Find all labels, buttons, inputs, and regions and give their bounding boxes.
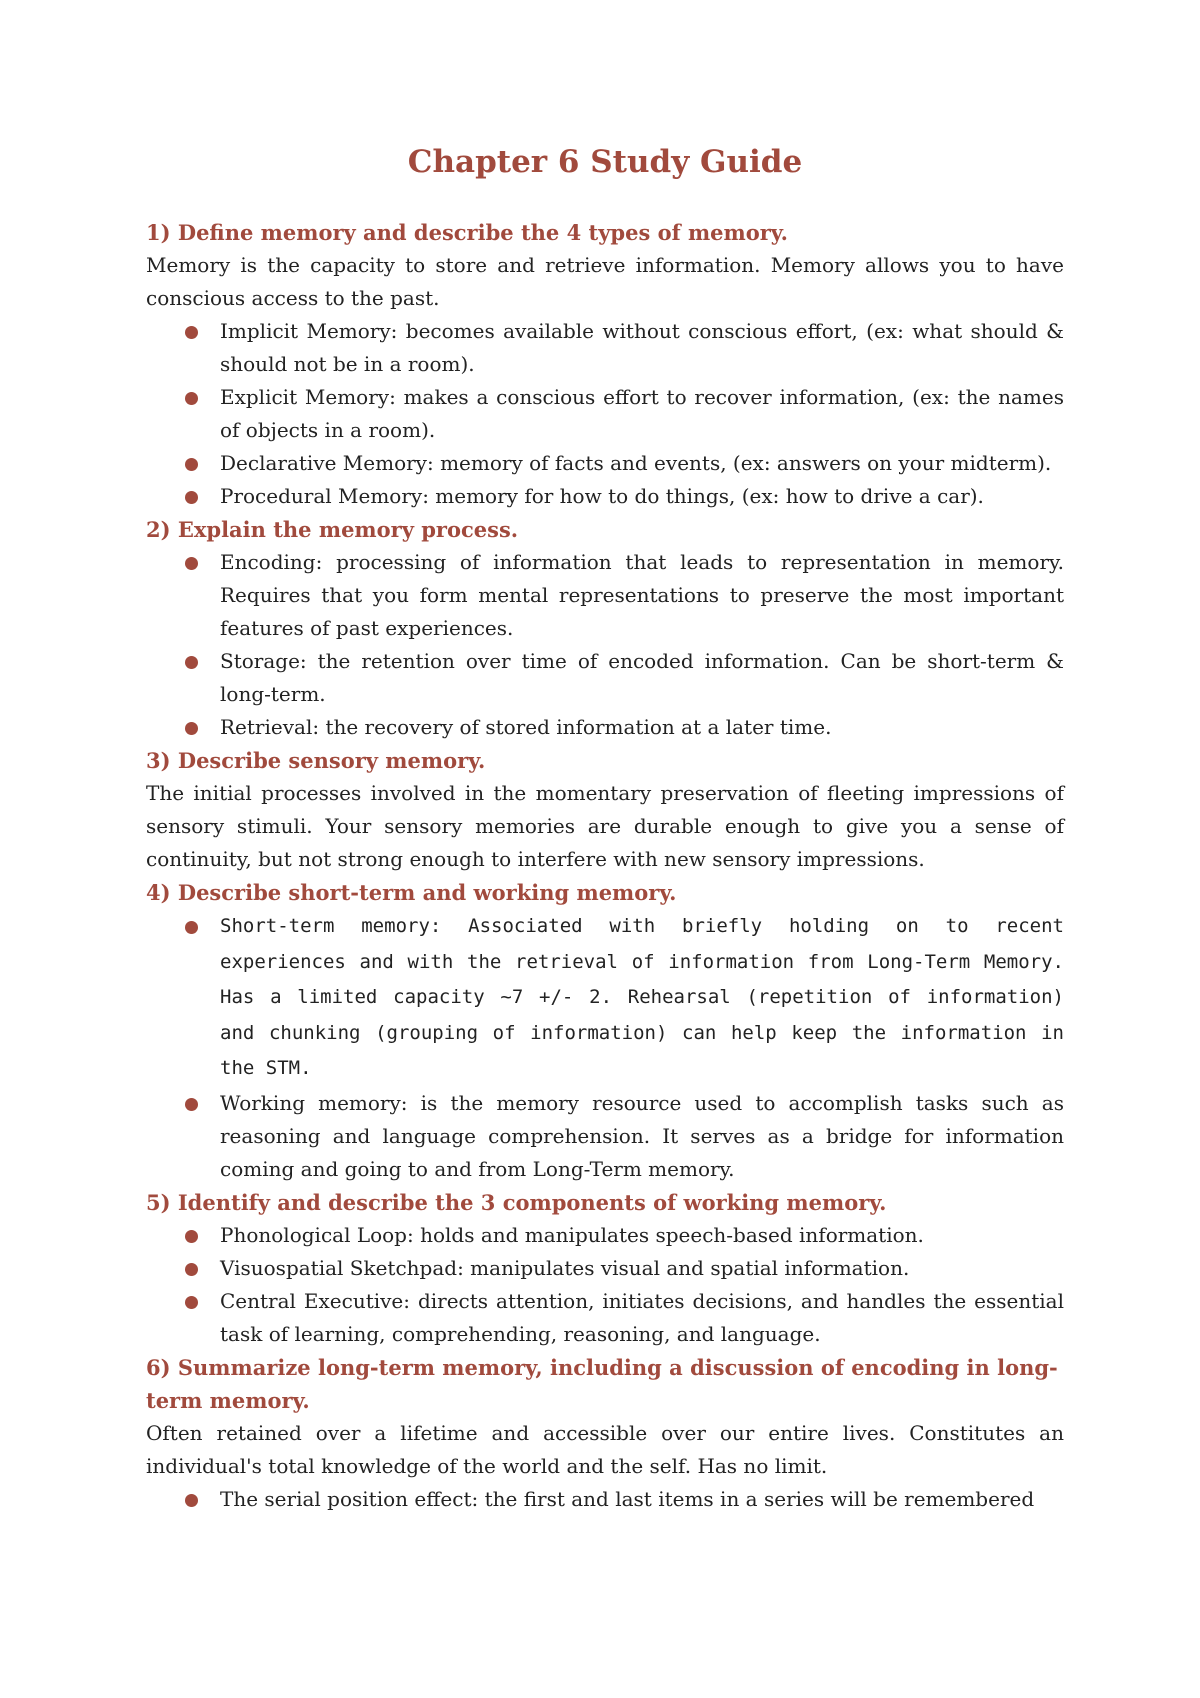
bullet-dot-icon: [185, 722, 198, 735]
list-item-text: Working memory: is the memory resource used to accomplish tasks such as reasoning and language comprehension. It serves as a bridge for information coming and going to and from Long-Term memory.: [220, 1090, 1064, 1181]
bullet-dot-icon: [185, 458, 198, 471]
list-item-text: Encoding: processing of information that leads to representation in memory. Requires that you form mental representations to preserve the most important features of past experiences.: [220, 550, 1064, 640]
bullet-dot-icon: [185, 1098, 198, 1111]
bullet-dot-icon: [185, 1230, 198, 1243]
list-item: [146, 909, 1064, 1087]
section-intro: Often retained over a lifetime and accessible over our entire lives. Constitutes an individual's total knowledge of the world and the self. Has no limit.: [146, 1420, 1064, 1478]
list-item: [146, 1285, 1064, 1351]
list-item: [146, 1252, 1064, 1285]
list-item-text: Storage: the retention over time of encoded information. Can be short-term & long-term.: [220, 649, 1064, 706]
bullet-dot-icon: [185, 1263, 198, 1276]
section-heading: 2) Explain the memory process.: [146, 517, 519, 542]
document-page: [146, 140, 1064, 1516]
page-title: Chapter 6 Study Guide: [407, 144, 803, 180]
bullet-list: [146, 909, 1064, 1186]
list-item-text: Central Executive: directs attention, initiates decisions, and handles the essential task of learning, comprehending, reasoning, and language.: [220, 1288, 1064, 1346]
list-item-text: Short-term memory: Associated with briefly holding on to recent experiences and with the retrieval of information from Long-Term Memory. Has a limited capacity ~7 +/- 2. Rehearsal (repetition of information) and chunking (grouping of information) can help keep the information in the STM.: [220, 915, 1064, 1079]
bullet-dot-icon: [185, 921, 198, 934]
section-heading: 3) Describe sensory memory.: [146, 748, 486, 773]
list-item-text: Implicit Memory: becomes available without conscious effort, (ex: what should & should not be in a room).: [220, 319, 1064, 376]
list-item: [146, 447, 1064, 480]
list-item: [146, 381, 1064, 447]
section-5: [146, 1186, 1064, 1351]
bullet-list: [146, 546, 1064, 744]
bullet-list: [146, 1219, 1064, 1351]
section-heading: 5) Identify and describe the 3 components of working memory.: [146, 1189, 887, 1215]
bullet-dot-icon: [185, 392, 198, 405]
section-intro: The initial processes involved in the momentary preservation of fleeting impressions of sensory stimuli. Your sensory memories are durable enough to give you a sense of continuity, but not strong enough to interfere with new sensory impressions.: [146, 781, 1064, 871]
list-item: [146, 315, 1064, 381]
list-item-text: Visuospatial Sketchpad: manipulates visual and spatial information.: [220, 1255, 910, 1280]
section-intro: Memory is the capacity to store and retrieve information. Memory allows you to have conscious access to the past.: [146, 253, 1064, 310]
section-3: [146, 744, 1064, 876]
list-item: [146, 1483, 1064, 1516]
bullet-dot-icon: [185, 1296, 198, 1309]
bullet-dot-icon: [185, 557, 198, 570]
bullet-list: [146, 315, 1064, 513]
section-heading: 1) Define memory and describe the 4 types of memory.: [146, 220, 788, 245]
list-item: [146, 480, 1064, 513]
list-item-text: The serial position effect: the first and last items in a series will be remembered: [220, 1486, 1035, 1511]
list-item-text: Procedural Memory: memory for how to do things, (ex: how to drive a car).: [220, 484, 984, 508]
list-item: [146, 546, 1064, 645]
bullet-dot-icon: [185, 656, 198, 669]
bullet-dot-icon: [185, 326, 198, 339]
section-1: [146, 216, 1064, 513]
section-4: [146, 876, 1064, 1186]
section-heading: 6) Summarize long-term memory, including a discussion of encoding in long-term memory.: [146, 1354, 1058, 1413]
list-item-text: Phonological Loop: holds and manipulates speech-based information.: [220, 1222, 924, 1247]
list-item-text: Explicit Memory: makes a conscious effort to recover information, (ex: the names of objects in a room).: [220, 385, 1064, 442]
list-item: [146, 1087, 1064, 1186]
list-item: [146, 1219, 1064, 1252]
list-item-text: Retrieval: the recovery of stored information at a later time.: [220, 715, 832, 739]
list-item: [146, 711, 1064, 744]
section-2: [146, 513, 1064, 744]
section-heading: 4) Describe short-term and working memory.: [146, 880, 677, 905]
bullet-dot-icon: [185, 491, 198, 504]
bullet-dot-icon: [185, 1494, 198, 1507]
list-item: [146, 645, 1064, 711]
bullet-list: [146, 1483, 1064, 1516]
section-6: [146, 1351, 1064, 1516]
list-item-text: Declarative Memory: memory of facts and events, (ex: answers on your midterm).: [220, 451, 1052, 475]
